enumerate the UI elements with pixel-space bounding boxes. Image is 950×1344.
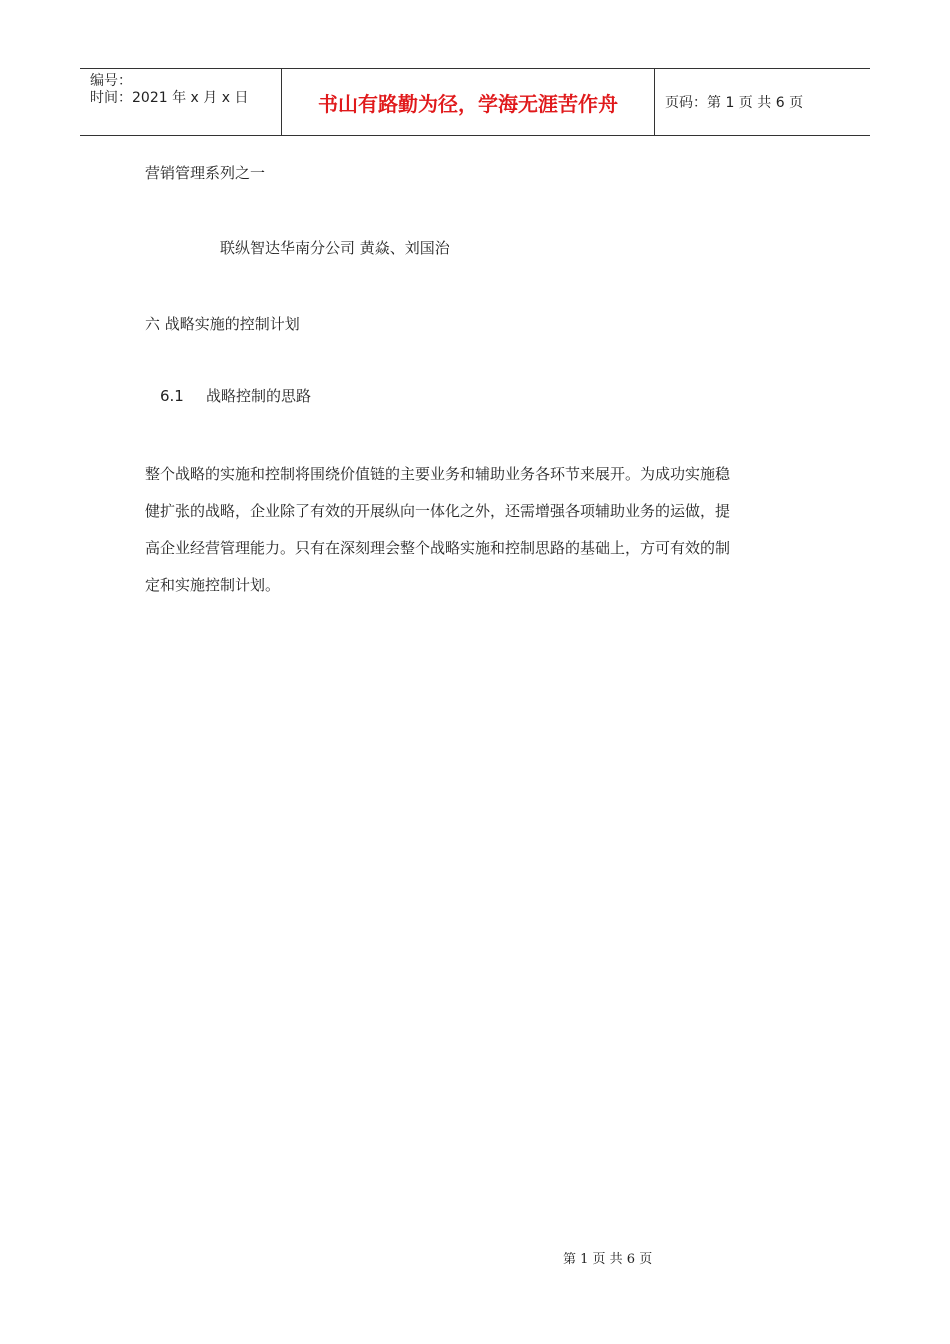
motto-text: 书山有路勤为径，学海无涯苦作舟 [318,91,618,116]
number-label: 编号： [90,73,132,89]
page-info: 页码：第 1 页 共 6 页 [665,95,804,111]
paragraph-line: 整个战略的实施和控制将围绕价值链的主要业务和辅助业务各环节来展开。为成功实施稳 [145,465,731,483]
paragraph-line: 健扩张的战略，企业除了有效的开展纵向一体化之外，还需增强各项辅助业务的运做，提 [145,502,731,520]
section-number: 6.1 [160,387,184,405]
footer-page-number: 第 1 页 共 6 页 [563,1252,653,1267]
authors-line: 联纵智达华南分公司 黄焱、刘国治 [220,239,450,257]
chapter-heading: 六 战略实施的控制计划 [145,315,300,333]
section-title: 战略控制的思路 [206,387,312,405]
section-heading [160,385,311,406]
header-page-cell [655,69,870,135]
series-title: 营销管理系列之一 [145,164,266,182]
paragraph-line: 定和实施控制计划。 [145,576,281,594]
paragraph-line: 高企业经营管理能力。只有在深刻理会整个战略实施和控制思路的基础上，方可有效的制 [145,539,731,557]
header-table [80,68,870,136]
header-meta-cell [80,69,282,135]
time-label: 时间：2021 年 x 月 x 日 [90,90,249,106]
body-paragraph [145,456,805,604]
header-motto-cell [282,69,655,135]
